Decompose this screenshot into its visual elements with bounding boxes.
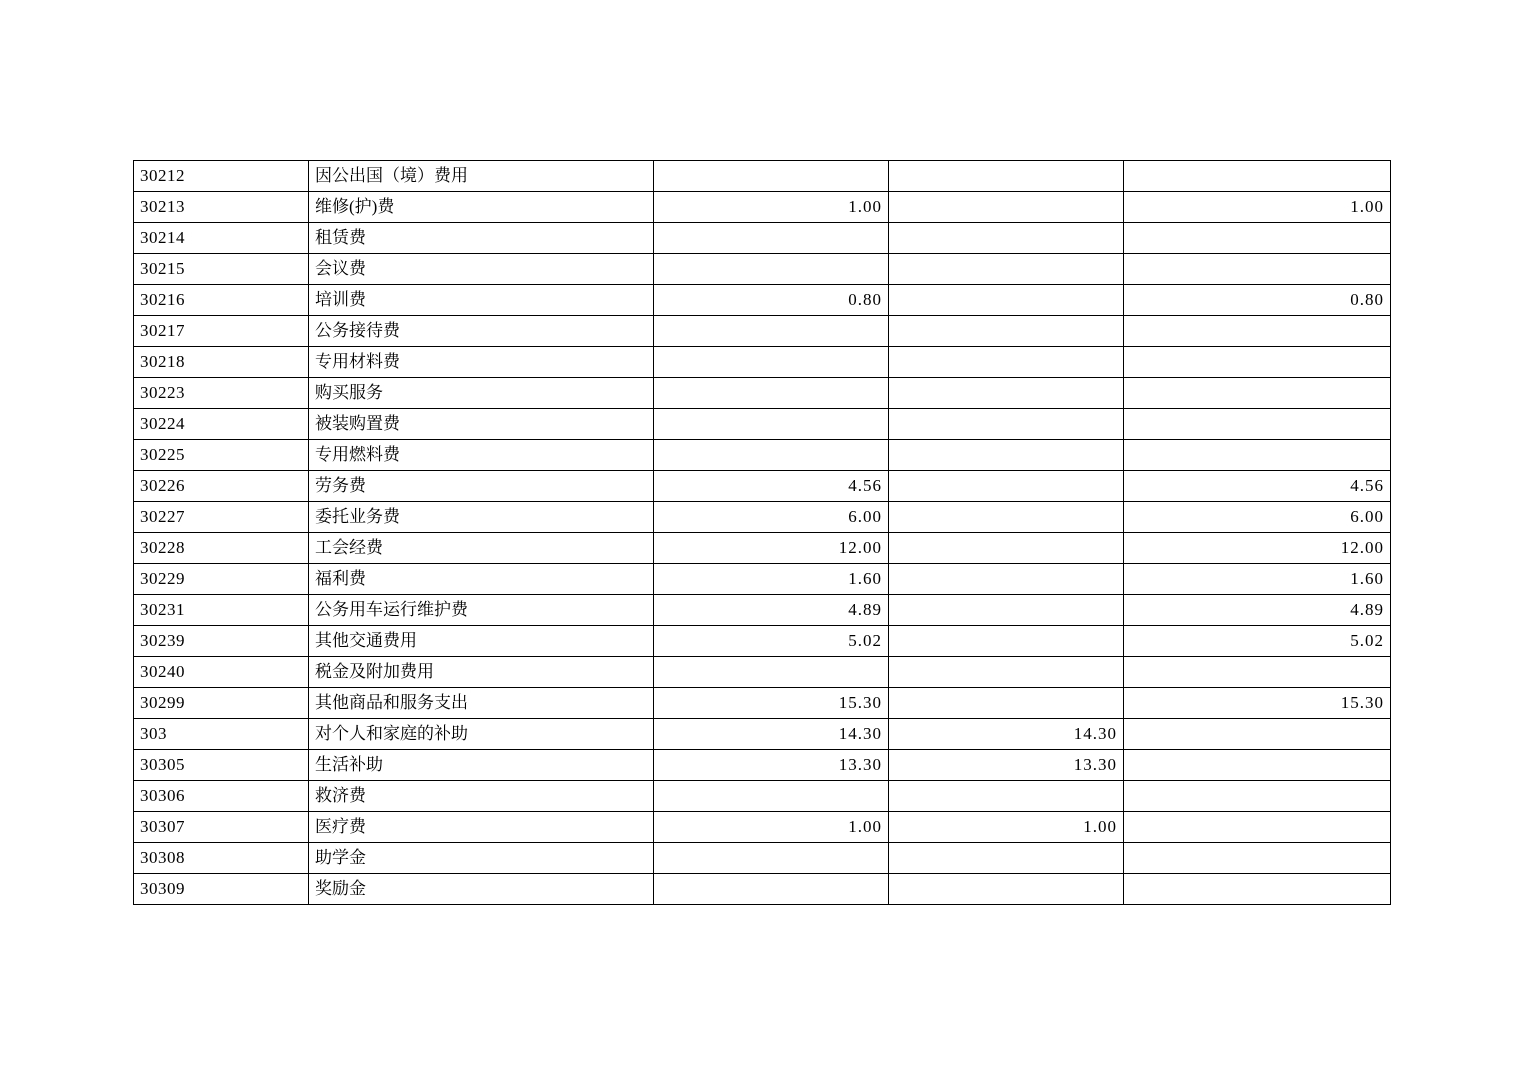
cell-total <box>654 781 889 812</box>
cell-code: 30218 <box>134 347 309 378</box>
table-row <box>134 781 1391 812</box>
cell-total: 14.30 <box>654 719 889 750</box>
cell-project <box>1124 347 1391 378</box>
cell-code: 30223 <box>134 378 309 409</box>
table-row <box>134 502 1391 533</box>
cell-basic <box>889 471 1124 502</box>
cell-project <box>1124 378 1391 409</box>
cell-basic <box>889 316 1124 347</box>
cell-basic <box>889 347 1124 378</box>
cell-project: 1.60 <box>1124 564 1391 595</box>
cell-name: 福利费 <box>309 564 654 595</box>
table-row <box>134 688 1391 719</box>
cell-total <box>654 657 889 688</box>
cell-name: 购买服务 <box>309 378 654 409</box>
table-row <box>134 161 1391 192</box>
cell-basic <box>889 409 1124 440</box>
table-row <box>134 812 1391 843</box>
cell-name: 救济费 <box>309 781 654 812</box>
cell-code: 30226 <box>134 471 309 502</box>
table-row <box>134 409 1391 440</box>
cell-code: 30305 <box>134 750 309 781</box>
table-row <box>134 843 1391 874</box>
cell-total <box>654 378 889 409</box>
table-row <box>134 874 1391 905</box>
cell-name: 专用材料费 <box>309 347 654 378</box>
cell-code: 303 <box>134 719 309 750</box>
table-row <box>134 440 1391 471</box>
cell-project <box>1124 657 1391 688</box>
cell-name: 对个人和家庭的补助 <box>309 719 654 750</box>
table-row <box>134 595 1391 626</box>
table-row <box>134 347 1391 378</box>
cell-total: 0.80 <box>654 285 889 316</box>
cell-project <box>1124 750 1391 781</box>
cell-name: 其他商品和服务支出 <box>309 688 654 719</box>
cell-name: 公务接待费 <box>309 316 654 347</box>
cell-name: 工会经费 <box>309 533 654 564</box>
cell-total <box>654 223 889 254</box>
cell-total: 1.00 <box>654 812 889 843</box>
cell-basic <box>889 533 1124 564</box>
table-row <box>134 378 1391 409</box>
cell-basic: 1.00 <box>889 812 1124 843</box>
table-row <box>134 626 1391 657</box>
table-row <box>134 316 1391 347</box>
cell-basic <box>889 564 1124 595</box>
table-row <box>134 471 1391 502</box>
cell-total: 4.89 <box>654 595 889 626</box>
cell-code: 30307 <box>134 812 309 843</box>
cell-total: 6.00 <box>654 502 889 533</box>
cell-project <box>1124 440 1391 471</box>
cell-total <box>654 254 889 285</box>
cell-name: 会议费 <box>309 254 654 285</box>
cell-code: 30228 <box>134 533 309 564</box>
table-row <box>134 533 1391 564</box>
cell-basic <box>889 781 1124 812</box>
cell-basic <box>889 688 1124 719</box>
table-row <box>134 750 1391 781</box>
budget-expenditure-table <box>133 160 1391 905</box>
cell-basic <box>889 843 1124 874</box>
cell-project <box>1124 409 1391 440</box>
cell-total <box>654 874 889 905</box>
cell-basic <box>889 440 1124 471</box>
cell-code: 30229 <box>134 564 309 595</box>
cell-code: 30306 <box>134 781 309 812</box>
cell-total: 1.60 <box>654 564 889 595</box>
table-row <box>134 254 1391 285</box>
table-row <box>134 223 1391 254</box>
cell-name: 助学金 <box>309 843 654 874</box>
cell-name: 维修(护)费 <box>309 192 654 223</box>
cell-name: 其他交通费用 <box>309 626 654 657</box>
cell-total: 12.00 <box>654 533 889 564</box>
cell-code: 30227 <box>134 502 309 533</box>
cell-code: 30299 <box>134 688 309 719</box>
cell-total: 13.30 <box>654 750 889 781</box>
cell-basic <box>889 874 1124 905</box>
cell-basic: 13.30 <box>889 750 1124 781</box>
cell-project: 0.80 <box>1124 285 1391 316</box>
cell-total <box>654 347 889 378</box>
cell-basic: 14.30 <box>889 719 1124 750</box>
cell-basic <box>889 223 1124 254</box>
cell-project: 12.00 <box>1124 533 1391 564</box>
cell-basic <box>889 502 1124 533</box>
cell-basic <box>889 192 1124 223</box>
cell-basic <box>889 254 1124 285</box>
cell-name: 劳务费 <box>309 471 654 502</box>
cell-total <box>654 440 889 471</box>
cell-basic <box>889 161 1124 192</box>
cell-basic <box>889 285 1124 316</box>
cell-project <box>1124 254 1391 285</box>
table-row <box>134 719 1391 750</box>
cell-basic <box>889 595 1124 626</box>
table-body <box>134 161 1391 905</box>
cell-code: 30239 <box>134 626 309 657</box>
table-row <box>134 657 1391 688</box>
cell-code: 30213 <box>134 192 309 223</box>
cell-total: 1.00 <box>654 192 889 223</box>
cell-project: 6.00 <box>1124 502 1391 533</box>
cell-basic <box>889 378 1124 409</box>
cell-project: 4.89 <box>1124 595 1391 626</box>
cell-name: 培训费 <box>309 285 654 316</box>
cell-name: 专用燃料费 <box>309 440 654 471</box>
cell-code: 30231 <box>134 595 309 626</box>
cell-code: 30214 <box>134 223 309 254</box>
cell-project <box>1124 316 1391 347</box>
cell-project <box>1124 812 1391 843</box>
cell-code: 30212 <box>134 161 309 192</box>
table-row <box>134 285 1391 316</box>
cell-code: 30217 <box>134 316 309 347</box>
cell-name: 医疗费 <box>309 812 654 843</box>
cell-project: 4.56 <box>1124 471 1391 502</box>
cell-name: 因公出国（境）费用 <box>309 161 654 192</box>
cell-project <box>1124 223 1391 254</box>
cell-name: 奖励金 <box>309 874 654 905</box>
table-row <box>134 192 1391 223</box>
cell-project <box>1124 874 1391 905</box>
cell-name: 租赁费 <box>309 223 654 254</box>
cell-total <box>654 161 889 192</box>
cell-code: 30224 <box>134 409 309 440</box>
cell-project <box>1124 843 1391 874</box>
cell-total: 4.56 <box>654 471 889 502</box>
cell-name: 委托业务费 <box>309 502 654 533</box>
cell-code: 30216 <box>134 285 309 316</box>
cell-project: 15.30 <box>1124 688 1391 719</box>
cell-project <box>1124 719 1391 750</box>
cell-total <box>654 316 889 347</box>
cell-project <box>1124 161 1391 192</box>
cell-total: 5.02 <box>654 626 889 657</box>
cell-name: 被装购置费 <box>309 409 654 440</box>
table-row <box>134 564 1391 595</box>
cell-basic <box>889 657 1124 688</box>
cell-project: 1.00 <box>1124 192 1391 223</box>
cell-code: 30309 <box>134 874 309 905</box>
cell-total <box>654 843 889 874</box>
cell-name: 公务用车运行维护费 <box>309 595 654 626</box>
cell-code: 30225 <box>134 440 309 471</box>
cell-code: 30308 <box>134 843 309 874</box>
cell-total: 15.30 <box>654 688 889 719</box>
cell-project <box>1124 781 1391 812</box>
cell-name: 税金及附加费用 <box>309 657 654 688</box>
cell-project: 5.02 <box>1124 626 1391 657</box>
cell-code: 30240 <box>134 657 309 688</box>
cell-total <box>654 409 889 440</box>
cell-name: 生活补助 <box>309 750 654 781</box>
cell-code: 30215 <box>134 254 309 285</box>
cell-basic <box>889 626 1124 657</box>
